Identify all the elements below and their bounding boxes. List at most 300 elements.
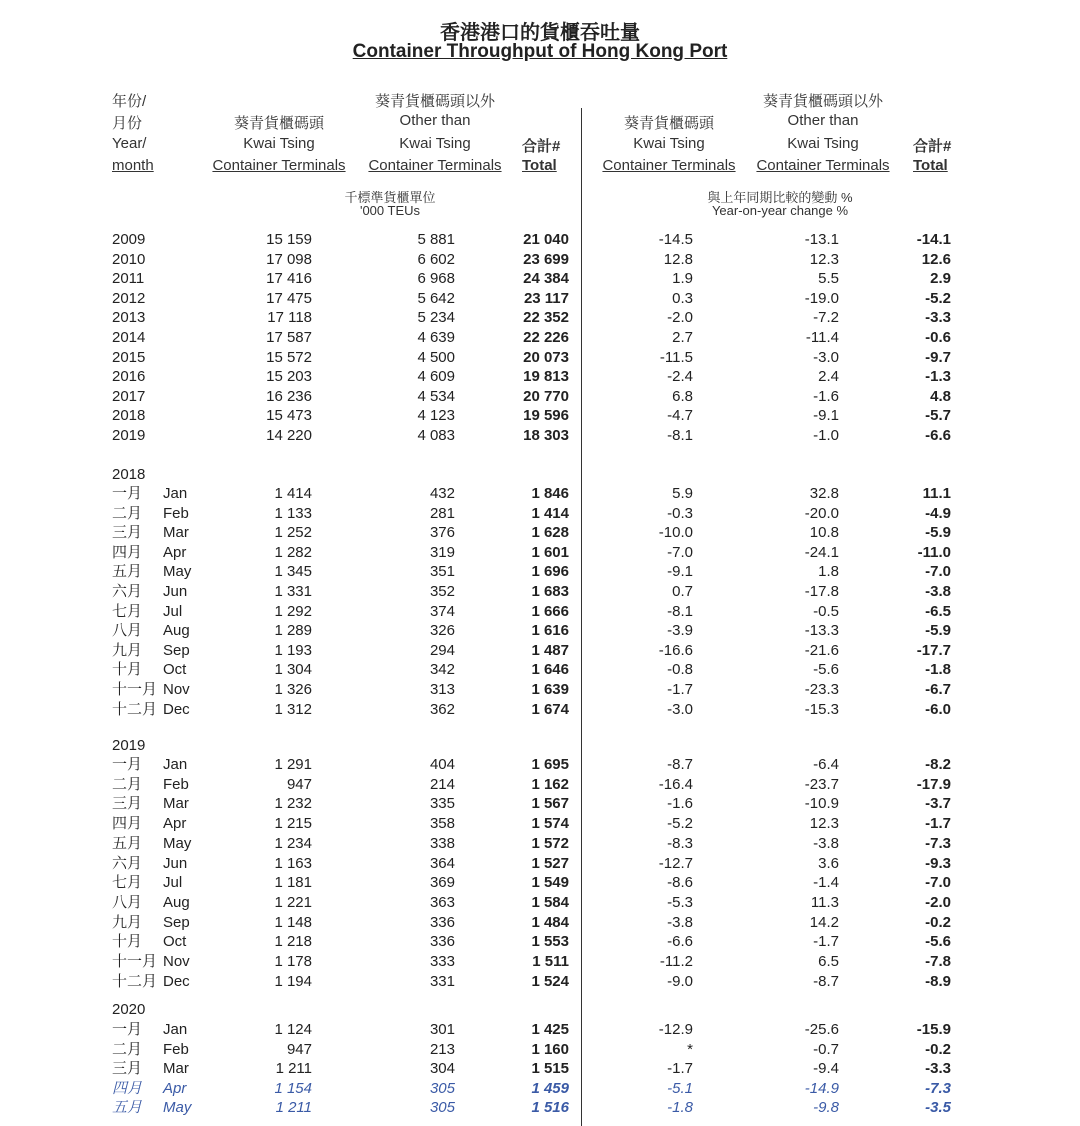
row-month-en: Mar bbox=[163, 795, 189, 813]
cell-other-change: -5.6 bbox=[813, 661, 839, 679]
table-row bbox=[0, 932, 1080, 951]
cell-other-change: 2.4 bbox=[818, 368, 839, 386]
cell-total: 1 666 bbox=[531, 602, 569, 620]
cell-kt: 17 098 bbox=[266, 250, 312, 268]
cell-kt: 1 148 bbox=[274, 913, 312, 931]
cell-kt-change: -4.7 bbox=[667, 407, 693, 425]
cell-total-change: -3.5 bbox=[925, 1099, 951, 1117]
row-month-en: Sep bbox=[163, 913, 190, 931]
page-title-en: Container Throughput of Hong Kong Port bbox=[352, 41, 728, 62]
cell-kt-change: -12.7 bbox=[658, 854, 693, 872]
cell-other-change: 1.8 bbox=[818, 563, 839, 581]
cell-kt: 947 bbox=[286, 775, 312, 793]
cell-other-change: -23.7 bbox=[804, 775, 839, 793]
cell-total: 18 303 bbox=[523, 427, 569, 444]
cell-other: 404 bbox=[429, 756, 455, 773]
cell-total-change: -0.6 bbox=[925, 329, 951, 346]
cell-other: 376 bbox=[429, 524, 455, 542]
cell-kt: 1 282 bbox=[274, 543, 312, 561]
cell-other-change: -20.0 bbox=[804, 504, 839, 522]
cell-total-change: -8.9 bbox=[925, 972, 951, 990]
cell-total: 19 596 bbox=[523, 407, 569, 425]
row-month-en: Aug bbox=[163, 622, 190, 640]
cell-total-change: -15.9 bbox=[916, 1021, 951, 1038]
cell-kt-change: 12.8 bbox=[663, 250, 693, 268]
cell-total: 21 040 bbox=[523, 231, 569, 248]
cell-other-change: -13.1 bbox=[804, 231, 839, 248]
cell-kt-change: -3.0 bbox=[667, 700, 693, 718]
cell-total: 23 117 bbox=[523, 289, 569, 307]
row-month-zh: 三月 bbox=[112, 1060, 143, 1078]
table-row bbox=[0, 952, 1080, 971]
row-month-zh: 十月 bbox=[112, 933, 143, 951]
cell-total-change: -17.7 bbox=[916, 641, 951, 659]
cell-kt-change: * bbox=[687, 1040, 693, 1058]
row-period: 2009 bbox=[112, 231, 146, 248]
row-month-zh: 八月 bbox=[112, 893, 143, 911]
cell-other-change: -17.8 bbox=[804, 583, 839, 600]
table-row bbox=[0, 794, 1080, 813]
cell-other: 281 bbox=[429, 504, 455, 522]
table-row bbox=[0, 834, 1080, 853]
cell-kt: 1 414 bbox=[274, 485, 312, 502]
cell-kt-change: 6.8 bbox=[672, 387, 693, 405]
cell-other-change: 12.3 bbox=[809, 815, 839, 833]
cell-other: 336 bbox=[429, 933, 455, 951]
unit-left-zh: 千標準貨櫃單位 bbox=[344, 190, 436, 205]
cell-total: 20 073 bbox=[523, 348, 569, 366]
cell-total: 1 567 bbox=[531, 795, 569, 813]
cell-kt-change: 5.9 bbox=[672, 485, 693, 502]
table-row bbox=[0, 755, 1080, 774]
row-month-zh: 二月 bbox=[112, 504, 143, 522]
cell-total: 1 696 bbox=[531, 563, 569, 581]
row-month-en: Nov bbox=[163, 681, 190, 698]
header-total-en-left: Total bbox=[522, 157, 557, 174]
cell-kt: 1 304 bbox=[274, 661, 312, 679]
cell-kt-change: -11.5 bbox=[659, 348, 693, 366]
cell-kt: 1 345 bbox=[274, 563, 312, 581]
cell-total-change: -3.8 bbox=[925, 583, 951, 600]
cell-total: 23 699 bbox=[523, 250, 569, 268]
row-month-zh: 二月 bbox=[112, 1040, 143, 1058]
cell-total-change: 4.8 bbox=[930, 387, 951, 405]
row-month-en: May bbox=[163, 1099, 192, 1117]
row-month-en: Jan bbox=[163, 1021, 188, 1038]
cell-total-change: -5.6 bbox=[925, 933, 951, 951]
cell-other-change: -3.8 bbox=[813, 834, 839, 852]
cell-other-change: -9.1 bbox=[813, 407, 839, 425]
cell-other: 6 602 bbox=[417, 250, 455, 268]
row-month-zh: 五月 bbox=[112, 563, 143, 581]
table-row bbox=[0, 775, 1080, 794]
cell-total: 1 601 bbox=[531, 543, 569, 561]
cell-kt: 1 163 bbox=[274, 854, 312, 872]
table-row bbox=[0, 582, 1080, 601]
header-other-en2-left: Kwai Tsing bbox=[399, 135, 471, 152]
table-row bbox=[0, 250, 1080, 269]
table-row bbox=[0, 308, 1080, 327]
cell-kt-change: -8.3 bbox=[667, 834, 693, 852]
cell-total-change: -6.6 bbox=[925, 427, 951, 444]
cell-total: 1 527 bbox=[531, 854, 569, 872]
cell-total: 1 574 bbox=[531, 815, 569, 833]
cell-kt-change: -5.3 bbox=[667, 893, 693, 911]
cell-kt-change: -1.7 bbox=[667, 681, 693, 698]
cell-total-change: -11.0 bbox=[917, 543, 951, 561]
cell-other-change: -24.1 bbox=[804, 543, 839, 561]
table-row bbox=[0, 504, 1080, 523]
cell-kt-change: -8.7 bbox=[667, 756, 693, 773]
cell-other-change: 11.3 bbox=[810, 893, 839, 911]
year-label: 2019 bbox=[112, 737, 146, 754]
table-row bbox=[0, 893, 1080, 912]
cell-other: 214 bbox=[429, 775, 455, 793]
cell-other: 362 bbox=[429, 700, 455, 718]
table-row bbox=[0, 289, 1080, 308]
cell-kt: 947 bbox=[286, 1040, 312, 1058]
cell-kt-change: -5.1 bbox=[667, 1079, 693, 1097]
cell-kt-change: -3.9 bbox=[667, 622, 693, 640]
cell-total-change: -9.7 bbox=[925, 348, 951, 366]
cell-total-change: -5.7 bbox=[925, 407, 951, 425]
table-row bbox=[0, 680, 1080, 699]
table-row bbox=[0, 641, 1080, 660]
cell-kt: 1 133 bbox=[274, 504, 312, 522]
cell-other: 305 bbox=[429, 1099, 455, 1117]
page-title-zh: 香港港口的貨櫃吞吐量 bbox=[440, 22, 640, 44]
cell-other: 4 500 bbox=[417, 348, 455, 366]
unit-right-zh: 與上年同期比較的變動 % bbox=[707, 190, 853, 205]
cell-other: 4 534 bbox=[417, 387, 455, 405]
cell-total-change: -7.8 bbox=[925, 953, 951, 970]
row-month-en: May bbox=[163, 563, 192, 581]
cell-total-change: -2.0 bbox=[925, 893, 951, 911]
cell-kt: 15 159 bbox=[266, 231, 312, 248]
cell-kt: 1 252 bbox=[274, 524, 312, 542]
row-period: 2012 bbox=[112, 289, 146, 307]
cell-other-change: -10.9 bbox=[804, 795, 839, 813]
cell-other: 4 123 bbox=[417, 407, 455, 425]
year-header-2019 bbox=[0, 736, 1080, 755]
cell-other: 5 881 bbox=[417, 231, 455, 248]
cell-other: 6 968 bbox=[417, 270, 455, 288]
cell-kt: 1 178 bbox=[274, 953, 312, 970]
cell-total: 1 487 bbox=[531, 641, 569, 659]
header-other-zh-right: 葵青貨櫃碼頭以外 bbox=[762, 93, 883, 110]
cell-kt-change: -11.2 bbox=[659, 953, 693, 970]
row-period: 2014 bbox=[112, 329, 146, 346]
row-month-en: Jan bbox=[163, 756, 188, 773]
row-month-en: Dec bbox=[163, 700, 190, 718]
cell-total: 1 160 bbox=[531, 1040, 569, 1058]
cell-other-change: 10.8 bbox=[809, 524, 839, 542]
cell-other: 326 bbox=[429, 622, 455, 640]
cell-total-change: -6.0 bbox=[925, 700, 951, 718]
cell-other: 304 bbox=[429, 1060, 455, 1078]
cell-kt: 15 203 bbox=[266, 368, 312, 386]
row-period: 2015 bbox=[112, 348, 146, 366]
cell-total-change: -5.9 bbox=[925, 622, 951, 640]
cell-other-change: 14.2 bbox=[809, 913, 839, 931]
cell-total-change: 2.9 bbox=[930, 270, 951, 288]
cell-total-change: -3.7 bbox=[925, 795, 951, 813]
cell-other: 294 bbox=[429, 641, 455, 659]
table-row bbox=[0, 269, 1080, 288]
row-month-zh: 十二月 bbox=[112, 972, 158, 990]
header-other-en3-left: Container Terminals bbox=[368, 157, 502, 174]
cell-kt: 1 289 bbox=[274, 622, 312, 640]
row-month-en: Feb bbox=[163, 504, 189, 522]
cell-kt: 1 211 bbox=[275, 1060, 312, 1078]
unit-right-en: Year-on-year change % bbox=[711, 203, 849, 218]
row-month-zh: 九月 bbox=[112, 913, 143, 931]
cell-kt: 1 211 bbox=[275, 1099, 312, 1117]
row-month-zh: 九月 bbox=[112, 641, 143, 659]
row-month-zh: 四月 bbox=[112, 543, 143, 561]
cell-total-change: -7.3 bbox=[925, 1079, 951, 1097]
row-period: 2017 bbox=[112, 387, 146, 405]
cell-other-change: -23.3 bbox=[804, 681, 839, 698]
row-month-zh: 五月 bbox=[112, 1099, 143, 1117]
row-month-en: Mar bbox=[163, 524, 189, 542]
cell-kt: 1 221 bbox=[274, 893, 312, 911]
table-row bbox=[0, 814, 1080, 833]
cell-total-change: 11.1 bbox=[922, 485, 951, 502]
cell-total-change: -3.3 bbox=[925, 1060, 951, 1078]
table-row bbox=[0, 562, 1080, 581]
cell-other: 301 bbox=[429, 1021, 455, 1038]
header-kt-en2-left: Container Terminals bbox=[212, 157, 346, 174]
cell-other-change: 12.3 bbox=[809, 250, 839, 268]
cell-total-change: -14.1 bbox=[916, 231, 951, 248]
cell-other: 351 bbox=[429, 563, 455, 581]
cell-total-change: -1.8 bbox=[925, 661, 951, 679]
cell-kt: 1 232 bbox=[274, 795, 312, 813]
year-label: 2020 bbox=[112, 1001, 146, 1018]
cell-kt: 14 220 bbox=[266, 427, 312, 444]
cell-kt-change: -0.8 bbox=[667, 661, 693, 679]
cell-total: 1 553 bbox=[531, 933, 569, 951]
cell-total: 1 549 bbox=[531, 874, 569, 892]
cell-other-change: -21.6 bbox=[804, 641, 839, 659]
cell-kt: 17 587 bbox=[266, 329, 312, 346]
header-kt-en1-left: Kwai Tsing bbox=[243, 135, 315, 152]
cell-kt-change: 2.7 bbox=[672, 329, 693, 346]
cell-kt: 1 215 bbox=[274, 815, 312, 833]
cell-total: 1 572 bbox=[531, 834, 569, 852]
cell-other-change: -11.4 bbox=[805, 329, 839, 346]
cell-other-change: -6.4 bbox=[813, 756, 839, 773]
row-period: 2011 bbox=[112, 270, 145, 288]
cell-kt-change: -12.9 bbox=[658, 1021, 693, 1038]
cell-total-change: -9.3 bbox=[925, 854, 951, 872]
cell-total: 1 695 bbox=[531, 756, 569, 773]
cell-total-change: -17.9 bbox=[916, 775, 951, 793]
row-month-zh: 三月 bbox=[112, 524, 143, 542]
cell-total: 1 683 bbox=[531, 583, 569, 600]
cell-other: 4 083 bbox=[417, 427, 455, 444]
row-month-en: Jun bbox=[163, 583, 188, 600]
cell-other-change: -0.7 bbox=[813, 1040, 839, 1058]
row-period: 2013 bbox=[112, 309, 146, 327]
table-row bbox=[0, 1020, 1080, 1039]
cell-other: 358 bbox=[429, 815, 455, 833]
cell-other: 213 bbox=[429, 1040, 455, 1058]
cell-kt-change: -16.4 bbox=[658, 775, 693, 793]
row-month-zh: 七月 bbox=[112, 874, 143, 892]
row-period: 2019 bbox=[112, 427, 146, 444]
cell-other-change: -9.8 bbox=[813, 1099, 839, 1117]
cell-kt: 1 194 bbox=[274, 972, 312, 990]
row-month-en: Oct bbox=[163, 661, 187, 679]
cell-other: 342 bbox=[429, 661, 455, 679]
header-other-zh-left: 葵青貨櫃碼頭以外 bbox=[374, 93, 495, 110]
row-period: 2010 bbox=[112, 250, 146, 268]
year-label: 2018 bbox=[112, 466, 146, 483]
header-kt-en1-right: Kwai Tsing bbox=[633, 135, 705, 152]
cell-kt: 1 292 bbox=[274, 602, 312, 620]
row-month-en: Jul bbox=[163, 874, 183, 892]
cell-kt: 17 118 bbox=[267, 309, 312, 327]
cell-total-change: -0.2 bbox=[925, 913, 951, 931]
row-month-zh: 十一月 bbox=[112, 953, 158, 970]
cell-total-change: -5.9 bbox=[925, 524, 951, 542]
cell-kt-change: -16.6 bbox=[658, 641, 693, 659]
cell-kt: 15 572 bbox=[266, 348, 312, 366]
cell-total: 24 384 bbox=[523, 270, 569, 288]
row-month-zh: 六月 bbox=[112, 854, 143, 872]
row-month-en: Jul bbox=[163, 602, 183, 620]
row-month-en: May bbox=[163, 834, 192, 852]
row-period: 2016 bbox=[112, 368, 146, 386]
cell-other: 4 639 bbox=[417, 329, 455, 346]
row-month-en: Apr bbox=[163, 815, 187, 833]
header-other-en1-right: Other than bbox=[787, 112, 859, 129]
table-row bbox=[0, 1059, 1080, 1078]
cell-total: 1 516 bbox=[531, 1099, 569, 1117]
header-other-en1-left: Other than bbox=[399, 112, 471, 129]
row-period: 2018 bbox=[112, 407, 146, 425]
table-row bbox=[0, 328, 1080, 347]
cell-kt-change: -2.0 bbox=[667, 309, 693, 327]
table-row bbox=[0, 972, 1080, 991]
header-period-en: Year/ bbox=[112, 135, 147, 152]
cell-total-change: -6.7 bbox=[925, 681, 951, 698]
cell-total-change: -5.2 bbox=[925, 289, 951, 307]
cell-other-change: -9.4 bbox=[813, 1060, 839, 1078]
header-kt-en2-right: Container Terminals bbox=[602, 157, 736, 174]
row-month-en: Mar bbox=[163, 1060, 189, 1078]
row-month-zh: 四月 bbox=[112, 1079, 143, 1097]
row-month-en: Aug bbox=[163, 893, 190, 911]
cell-total: 1 524 bbox=[531, 972, 569, 990]
cell-other: 4 609 bbox=[417, 368, 455, 386]
cell-other: 319 bbox=[429, 543, 455, 561]
cell-total: 19 813 bbox=[523, 368, 569, 386]
cell-kt-change: -8.6 bbox=[667, 874, 693, 892]
cell-total-change: -7.3 bbox=[925, 834, 951, 852]
table-row bbox=[0, 1079, 1080, 1098]
row-month-en: Dec bbox=[163, 972, 190, 990]
cell-other-change: -25.6 bbox=[804, 1021, 839, 1038]
year-header-2020 bbox=[0, 1000, 1080, 1019]
row-month-en: Jan bbox=[163, 485, 188, 502]
cell-kt: 1 154 bbox=[274, 1079, 312, 1097]
table-row bbox=[0, 660, 1080, 679]
cell-other-change: -19.0 bbox=[804, 289, 839, 307]
cell-kt: 15 473 bbox=[266, 407, 312, 425]
cell-other: 5 234 bbox=[417, 309, 455, 327]
table-row bbox=[0, 873, 1080, 892]
row-month-zh: 三月 bbox=[112, 795, 143, 813]
row-month-zh: 四月 bbox=[112, 815, 143, 833]
cell-total-change: -6.5 bbox=[925, 602, 951, 620]
row-month-en: Feb bbox=[163, 775, 189, 793]
cell-total: 1 414 bbox=[531, 504, 569, 522]
cell-total-change: 12.6 bbox=[921, 250, 951, 268]
cell-kt: 1 234 bbox=[274, 834, 312, 852]
cell-other: 331 bbox=[429, 972, 455, 990]
header-total-en-right: Total bbox=[913, 157, 948, 174]
cell-total: 1 162 bbox=[531, 775, 569, 793]
unit-left-en: '000 TEUs bbox=[359, 203, 421, 218]
cell-total-change: -7.0 bbox=[925, 563, 951, 581]
cell-kt-change: -8.1 bbox=[667, 602, 693, 620]
cell-kt-change: -1.6 bbox=[667, 795, 693, 813]
cell-kt-change: -1.8 bbox=[667, 1099, 693, 1117]
cell-kt-change: -8.1 bbox=[667, 427, 693, 444]
cell-total: 1 846 bbox=[531, 485, 569, 502]
cell-kt-change: -9.0 bbox=[667, 972, 693, 990]
cell-kt: 1 181 bbox=[274, 874, 312, 892]
cell-total-change: -1.7 bbox=[925, 815, 951, 833]
table-row bbox=[0, 367, 1080, 386]
cell-other: 313 bbox=[429, 681, 455, 698]
cell-total: 1 616 bbox=[531, 622, 569, 640]
cell-other-change: -14.9 bbox=[804, 1079, 839, 1097]
header-total-zh-left: 合計# bbox=[522, 138, 561, 155]
cell-other: 335 bbox=[429, 795, 455, 813]
cell-kt-change: -10.0 bbox=[658, 524, 693, 542]
cell-other-change: 32.8 bbox=[809, 485, 839, 502]
cell-kt-change: -5.2 bbox=[667, 815, 693, 833]
row-month-zh: 六月 bbox=[112, 583, 143, 600]
cell-other-change: -15.3 bbox=[804, 700, 839, 718]
cell-total: 1 515 bbox=[531, 1060, 569, 1078]
cell-kt: 1 291 bbox=[274, 756, 312, 773]
table-row bbox=[0, 348, 1080, 367]
cell-total: 1 646 bbox=[531, 661, 569, 679]
row-month-zh: 十月 bbox=[112, 661, 143, 679]
header-period-zh: 年份/ bbox=[112, 93, 147, 110]
cell-kt: 16 236 bbox=[266, 387, 312, 405]
cell-kt: 1 218 bbox=[274, 933, 312, 951]
cell-total-change: -7.0 bbox=[925, 874, 951, 892]
cell-kt: 17 416 bbox=[266, 270, 312, 288]
cell-kt-change: -7.0 bbox=[667, 543, 693, 561]
row-month-zh: 八月 bbox=[112, 622, 143, 640]
row-month-zh: 一月 bbox=[112, 1021, 143, 1038]
header-kt-zh-right: 葵青貨櫃碼頭 bbox=[623, 115, 714, 132]
cell-kt-change: 1.9 bbox=[672, 270, 693, 288]
cell-other: 352 bbox=[429, 583, 455, 600]
cell-total: 20 770 bbox=[523, 387, 569, 405]
row-month-en: Oct bbox=[163, 933, 187, 951]
cell-kt: 1 124 bbox=[274, 1021, 312, 1038]
cell-kt: 17 475 bbox=[266, 289, 312, 307]
cell-kt-change: -0.3 bbox=[667, 504, 693, 522]
